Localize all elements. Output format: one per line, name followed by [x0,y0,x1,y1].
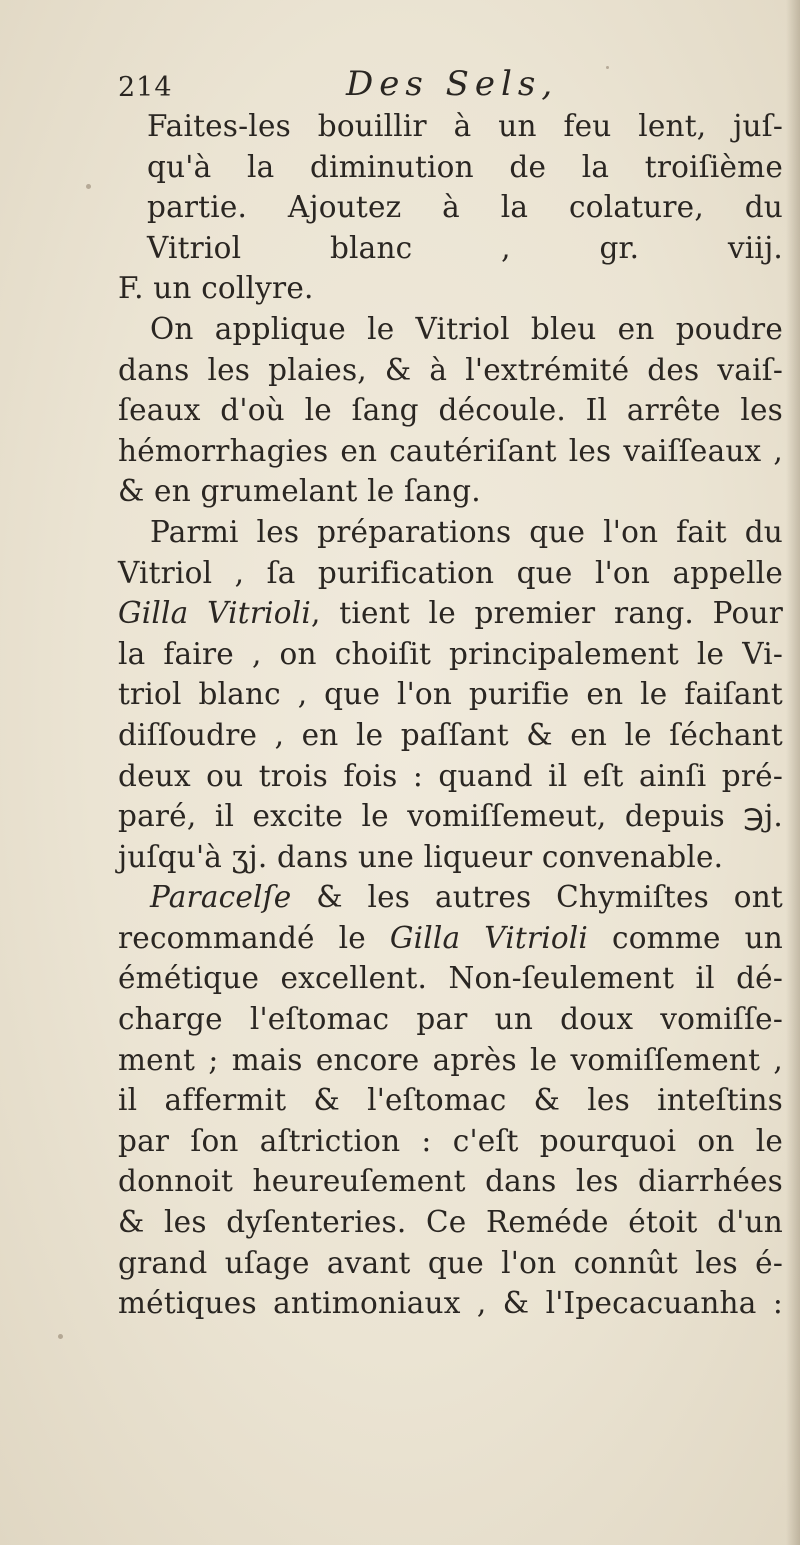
text-line: juſqu'à ʒj. dans une liqueur convenable. [118,839,724,874]
text-line: par ſon aſtriction : c'eſt pourquoi on le [118,1123,783,1158]
text-line: il affermit & l'eſtomac & les inteſtins [118,1083,783,1118]
gilla-vitrioli-italic-2: Gilla Vitrioli [389,920,589,955]
paper-speck [86,184,91,189]
page-edge-shadow [786,0,800,1545]
paper-speck [606,66,609,69]
text-line: Faites-les bouillir à un feu lent, juſ- [147,109,783,143]
text-line: F. un collyre. [118,271,314,306]
text-line: triol blanc , que l'on purifie en le faiſant [118,677,783,712]
paracelse-italic: Paracelſe [150,880,292,915]
text-line gilla-line-2 [118,918,783,959]
text-line: charge l'eſtomac par un doux vomiſſe- [118,1002,783,1037]
text-line: deux ou trois fois : quand il eſt ainſi pré- [118,758,783,793]
text-line: dans les plaies, & à l'extrémité des vaiſ- [118,352,783,387]
gilla-vitrioli-italic: Gilla Vitrioli [118,596,311,631]
text-line paracelse-line [118,877,783,918]
body-text [118,106,783,1324]
text-line: & en grumelant le ſang. [118,474,481,509]
paper-speck [58,1334,63,1339]
text-line: émétique excellent. Non-ſeulement il dé- [118,961,783,996]
text-line: partie. Ajoutez à la colature, du [147,190,783,225]
paracelse-line-rest: & les autres Chymiſtes ont [291,880,783,915]
text-line: ment ; mais encore après le vomiſſement , [118,1042,783,1077]
text-line: la faire , on choiſit principalement le Vi- [118,636,783,671]
text-line: grand uſage avant que l'on connût les é- [118,1245,783,1280]
text-line: Vitriol , ſa purification que l'on appelle [118,555,783,590]
gilla-line-rest: , tient le premier rang. Pour [311,596,783,631]
page-number: 214 [118,72,173,103]
page-header [118,62,758,112]
text-line: Parmi les préparations que l'on fait du [150,514,783,549]
text-line: qu'à la diminution de la troiſième [147,149,783,184]
recommande-text: recommandé le [118,920,390,955]
comme-un-text: comme un [588,920,783,955]
text-line: ſeaux d'où le ſang découle. Il arrête les [118,393,783,428]
text-line: donnoit heureuſement dans les diarrhées [118,1164,783,1199]
text-line: métiques antimoniaux , & l'Ipecacuanha : [118,1286,783,1321]
text-line: On applique le Vitriol bleu en poudre [150,311,783,346]
running-title: Des Sels, [346,64,559,104]
text-line: paré, il excite le vomiſſemeut, depuis ℈j. [118,799,783,834]
text-line: diſſoudre , en le paſſant & en le ſéchant [118,717,783,752]
text-line: & les dyſenteries. Ce Reméde étoit d'un [118,1205,783,1240]
text-line: hémorrhagies en cautériſant les vaiſſeaux , [118,433,783,468]
text-line gilla-line [118,593,783,634]
text-line: Vitriol blanc , gr. viij. [147,230,783,265]
